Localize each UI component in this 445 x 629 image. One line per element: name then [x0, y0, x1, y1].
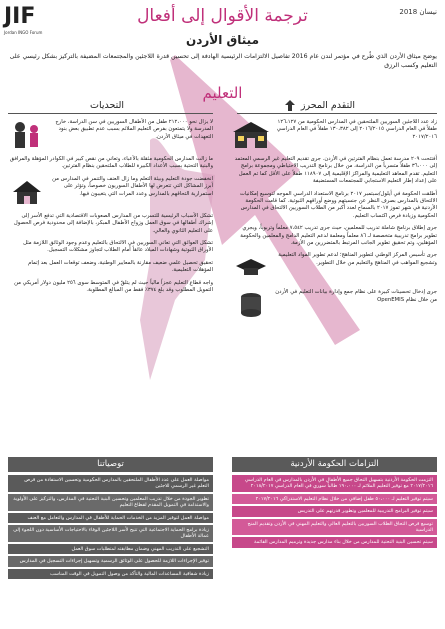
commitment-item: توسيع فرص التحاق الطلاب السوريين بالتعليم العالي والتعليم المهني في الأردن وتقديم المنح الدراسية — [232, 519, 437, 536]
challenge-item-text: واجه قطاع التعليم عجزاً مالياً حيث لم يتلقّ في المتوسط سوى ٢٥٦ مليون دولار أمريكي من التمويل المطلوب وقد بلغ ٣٧٤٪ فقط من المبالغ المطلوبة. — [14, 279, 213, 294]
progress-item — [232, 191, 437, 221]
jif-logo — [4, 6, 44, 52]
challenge-item-text: تشكل الأسباب الرئيسية للتسرب من المدارس الصعوبات الاقتصادية التي تدفع الأسر إلى إشراك أطفالها في سوق العمل وزواج الأطفال المبكر، بالإضافة إلى محدودية فرص الحصول على التعليم الثانوي والعالي. — [13, 212, 213, 234]
recommendation-item: مواصلة العمل على عدد الأطفال الملتحقين بالمدارس الحكومية وتحسين الاستفادة من فرص التعلم غير الرسمي للاجئين — [8, 475, 213, 492]
progress-heading: التقدم المحرز — [300, 100, 355, 111]
challenge-item — [8, 156, 213, 171]
page-subtitle: ميثاق الأردن — [186, 33, 259, 47]
challenge-item — [8, 176, 213, 208]
intro-paragraph: يوضح ميثاق الأردن الذي طُرح في مؤتمر لندن عام 2016 تفاصيل الالتزامات الرئيسية الهادفة إلى تحسين قدرة اللاجئين والمجتمعات المضيفة بالتركيز بشكل رئيسي على التعليم وكسب الرزق — [9, 53, 437, 69]
challenge-item — [8, 240, 213, 255]
challenge-item-text: تشكل العوائق التي تعاني السوريين في الالتحاق بالتعليم وعدم وجود الوثائق اللازمة مثل الأوراق الثبوتية وشهادات الميلاد عائقاً أمام الطلاب لتجاوز مشكلات التسجيل. — [23, 240, 213, 254]
challenge-item-text: تحقيق تحصيل علمي ضعيف مقارنة بالمعايير الوطنية، وضعف توقعات العمل بعد إتمام المؤهلات التعليمية. — [28, 259, 213, 274]
progress-item-text: جرى إطلاق برنامج شاملة تدريب للمعلمين، حيث جرى تدريب ٧،٥٤٢ معلماً وتربوياً، ويجري تطوير برامج تدريبية متخصصة لـ ٨٦ معلماً ومعلمة لدعم التعليم الدامج والمعلمين والحكومة المؤهلين، وتم تحقيق تطوير الجانب المرتبط بالمتضررين من الأزمة. — [240, 225, 437, 247]
arrow-up-icon — [285, 100, 295, 111]
commitment-item: سيتم تحسين البنية التحتية للمدارس من خلال بناء مدارس جديدة وترميم المدارس القائمة — [232, 537, 437, 547]
recommendation-item: تطوير الجودة من خلال تدريب المعلمين وتحسين البنية التحتية في المدارس، والتركيز على الأولوية والاستدامة في التمويل المقدم لقطاع التعليم — [8, 494, 213, 511]
challenge-item — [8, 119, 213, 151]
recommendation-item: زيادة شفافية المساعدات المالية والتأكد من وصول التمويل في الوقت المناسب — [8, 569, 213, 579]
progress-item-text: جرى تأسيس المركز الوطني لتطوير المناهج؛ لدعم تطوير المواد التعليمية وتشجيع المواهب في المناهج والتعليم من خلال التطوير. — [278, 252, 437, 266]
progress-item — [232, 156, 437, 186]
database-icon — [232, 289, 270, 321]
recommendation-item: مواصلة العمل لتوفير المزيد من الخدمات الحماية للأطفال في المدارس والتعامل مع العنف — [8, 513, 213, 523]
page-header — [0, 0, 445, 58]
commitment-item: التزمت الحكومة الأردنية بتسهيل التحاق جميع الأطفال في الأردن بالمدارس في العام الدراسي ٢٠١٧/٢٠١٦ مع توفير التعليم الملائم لـ ١٩٠،٠٠٠ طالباً سوري في العام الدراسي ٢٠١٨/٢٠١٧ — [232, 475, 437, 492]
progress-item — [232, 225, 437, 247]
recommendation-item: التشجيع على التدريب المهني وضمان مطابقته لمتطلبات سوق العمل — [8, 544, 213, 554]
progress-heading-divider — [237, 113, 437, 114]
section-title-education: التعليم — [202, 84, 243, 102]
commitments-banner: التزامات الحكومة الأردنية — [232, 457, 437, 472]
commitments-list — [232, 475, 437, 550]
progress-item-text: أفتتحت ٢٠٩ مدرسة تعمل بنظام الفترتين في الأردن. جرى تقديم التعليم غير الرسمي المعتمد إلى ٣٦،٠٠٠ طفلاً متسرباً من الدراسة، من خلال برنامج التدريب الاحتياطي ومجموعة برامج التعليم. تقدم المعاهد التعليمية والمراكز الإقليمية إلى ١١٨٩٠٧ طفلاً على الأقل كما تم العمل على إعداد إطار التعليم الاستجابي للمجتمعات المستضيفة — [234, 156, 437, 185]
school-icon — [232, 119, 270, 151]
recommendations-list — [8, 475, 213, 581]
logo-subtext: Jordan INGO Forum — [4, 30, 43, 35]
progress-item-text: أطلقت الحكومة في أيلول/سبتمبر ٢٠١٧ برنامج الاستعداد الدراسي الموجه لتوسيع إمكانيات الالتحاق بالمدارس بصرف النظر عن جنسيتهم ووضع أوراقهم الثبوتية. كما قامت الحكومة الأردنية في شهر تموز ٢٠١٧ بالسماح لعدد أكبر من الطلاب السوريين الالتحاق في المدارس الحكومية وزيادة فرص اكتساب التعليم. — [239, 190, 437, 219]
recommendations-banner: توصياتنا — [8, 457, 213, 472]
challenge-item — [8, 280, 213, 295]
progress-item — [232, 119, 437, 151]
challenge-item-text: انخفضت جودة التعليم وبيئة التعلم وما زال العنف والتنمر في المدارس من أبرز المشاكل التي تتعرض لها الأطفال السوريون خصوصاً، وتؤثر على استمرارية التحاقهم بالمدارس وعدد المرات التي يتغيبون فيها. — [52, 175, 213, 197]
progress-item — [232, 252, 437, 284]
challenges-heading-divider — [8, 113, 213, 114]
commitment-item: سيتم توفير التعليم لـ ٥٠،٠٠٠ طفل إضافي من خلال نظام التعليم الاستدراكي ٢٠١٧/٢٠١٦ — [232, 494, 437, 504]
progress-item-text: جرى إدخال تحسينات كبيرة على نظام جمع وإدارة بيانات التعليم في الأردن من خلال نظام OpenEMIS — [275, 289, 437, 303]
challenge-item-text: ما زالت المدارس الحكومية مثقلة بالأعباء، وتعاني من نقص كبير في الكوادر المؤهلة والمرافق والبنية التحتية بسبب الأعداد الكبيرة للطلاب الملتحقين بنظام الفترتين. — [9, 156, 213, 170]
progress-item — [232, 289, 437, 321]
graduation-cap-icon — [232, 252, 270, 284]
recommendation-item: توفير الإجراءات اللازمة للحصول على الوثائق الرسمية وتسهيل إجراءات التسجيل في المدارس — [8, 556, 213, 566]
publication-date: نيسان 2018 — [399, 8, 437, 16]
progress-heading-wrap — [285, 100, 355, 111]
recommendation-item: زيادة برامج الحماية الاجتماعية التي تتيح لأسر اللاجئين الوفاء بالاحتياجات الأساسية دون اللجوء إلى عمالة الأطفال — [8, 525, 213, 542]
challenge-item-text: لا يزال نحو ٢١٢،٠٠٠ طفل من الأطفال السوريين في سن الدراسة، خارج المدرسة ولا يتمتعون بفرص التعليم الملائم بسبب عدم تطبيق بعض بنود التعهدات في ميثاق الأردن. — [55, 119, 213, 140]
progress-column — [232, 119, 437, 326]
challenges-heading: التحديات — [90, 100, 125, 111]
challenge-item — [8, 213, 213, 235]
house-icon — [8, 176, 46, 208]
logo-mark: JIF — [4, 4, 36, 29]
challenges-column — [8, 119, 213, 299]
page-title: ترجمة الأقوال إلى أفعال — [137, 6, 308, 26]
challenge-item — [8, 260, 213, 275]
commitment-item: سيتم توفير البرامج التدريبية للمعلمين وتطوير قدرتهم على التدريس — [232, 506, 437, 516]
progress-item-text: زاد عدد اللاجئين السوريين الملتحقين في المدارس الحكومية من ١٢٦،١٢٧ طفلاً في العام الدراسي ٢٠١٦/٢٠١٥ إلى ١٣٠،٣٨٢ طفلاً في العام الدراسي ٢٠١٧/٢٠١٦ — [276, 119, 437, 140]
children-icon — [8, 119, 46, 151]
